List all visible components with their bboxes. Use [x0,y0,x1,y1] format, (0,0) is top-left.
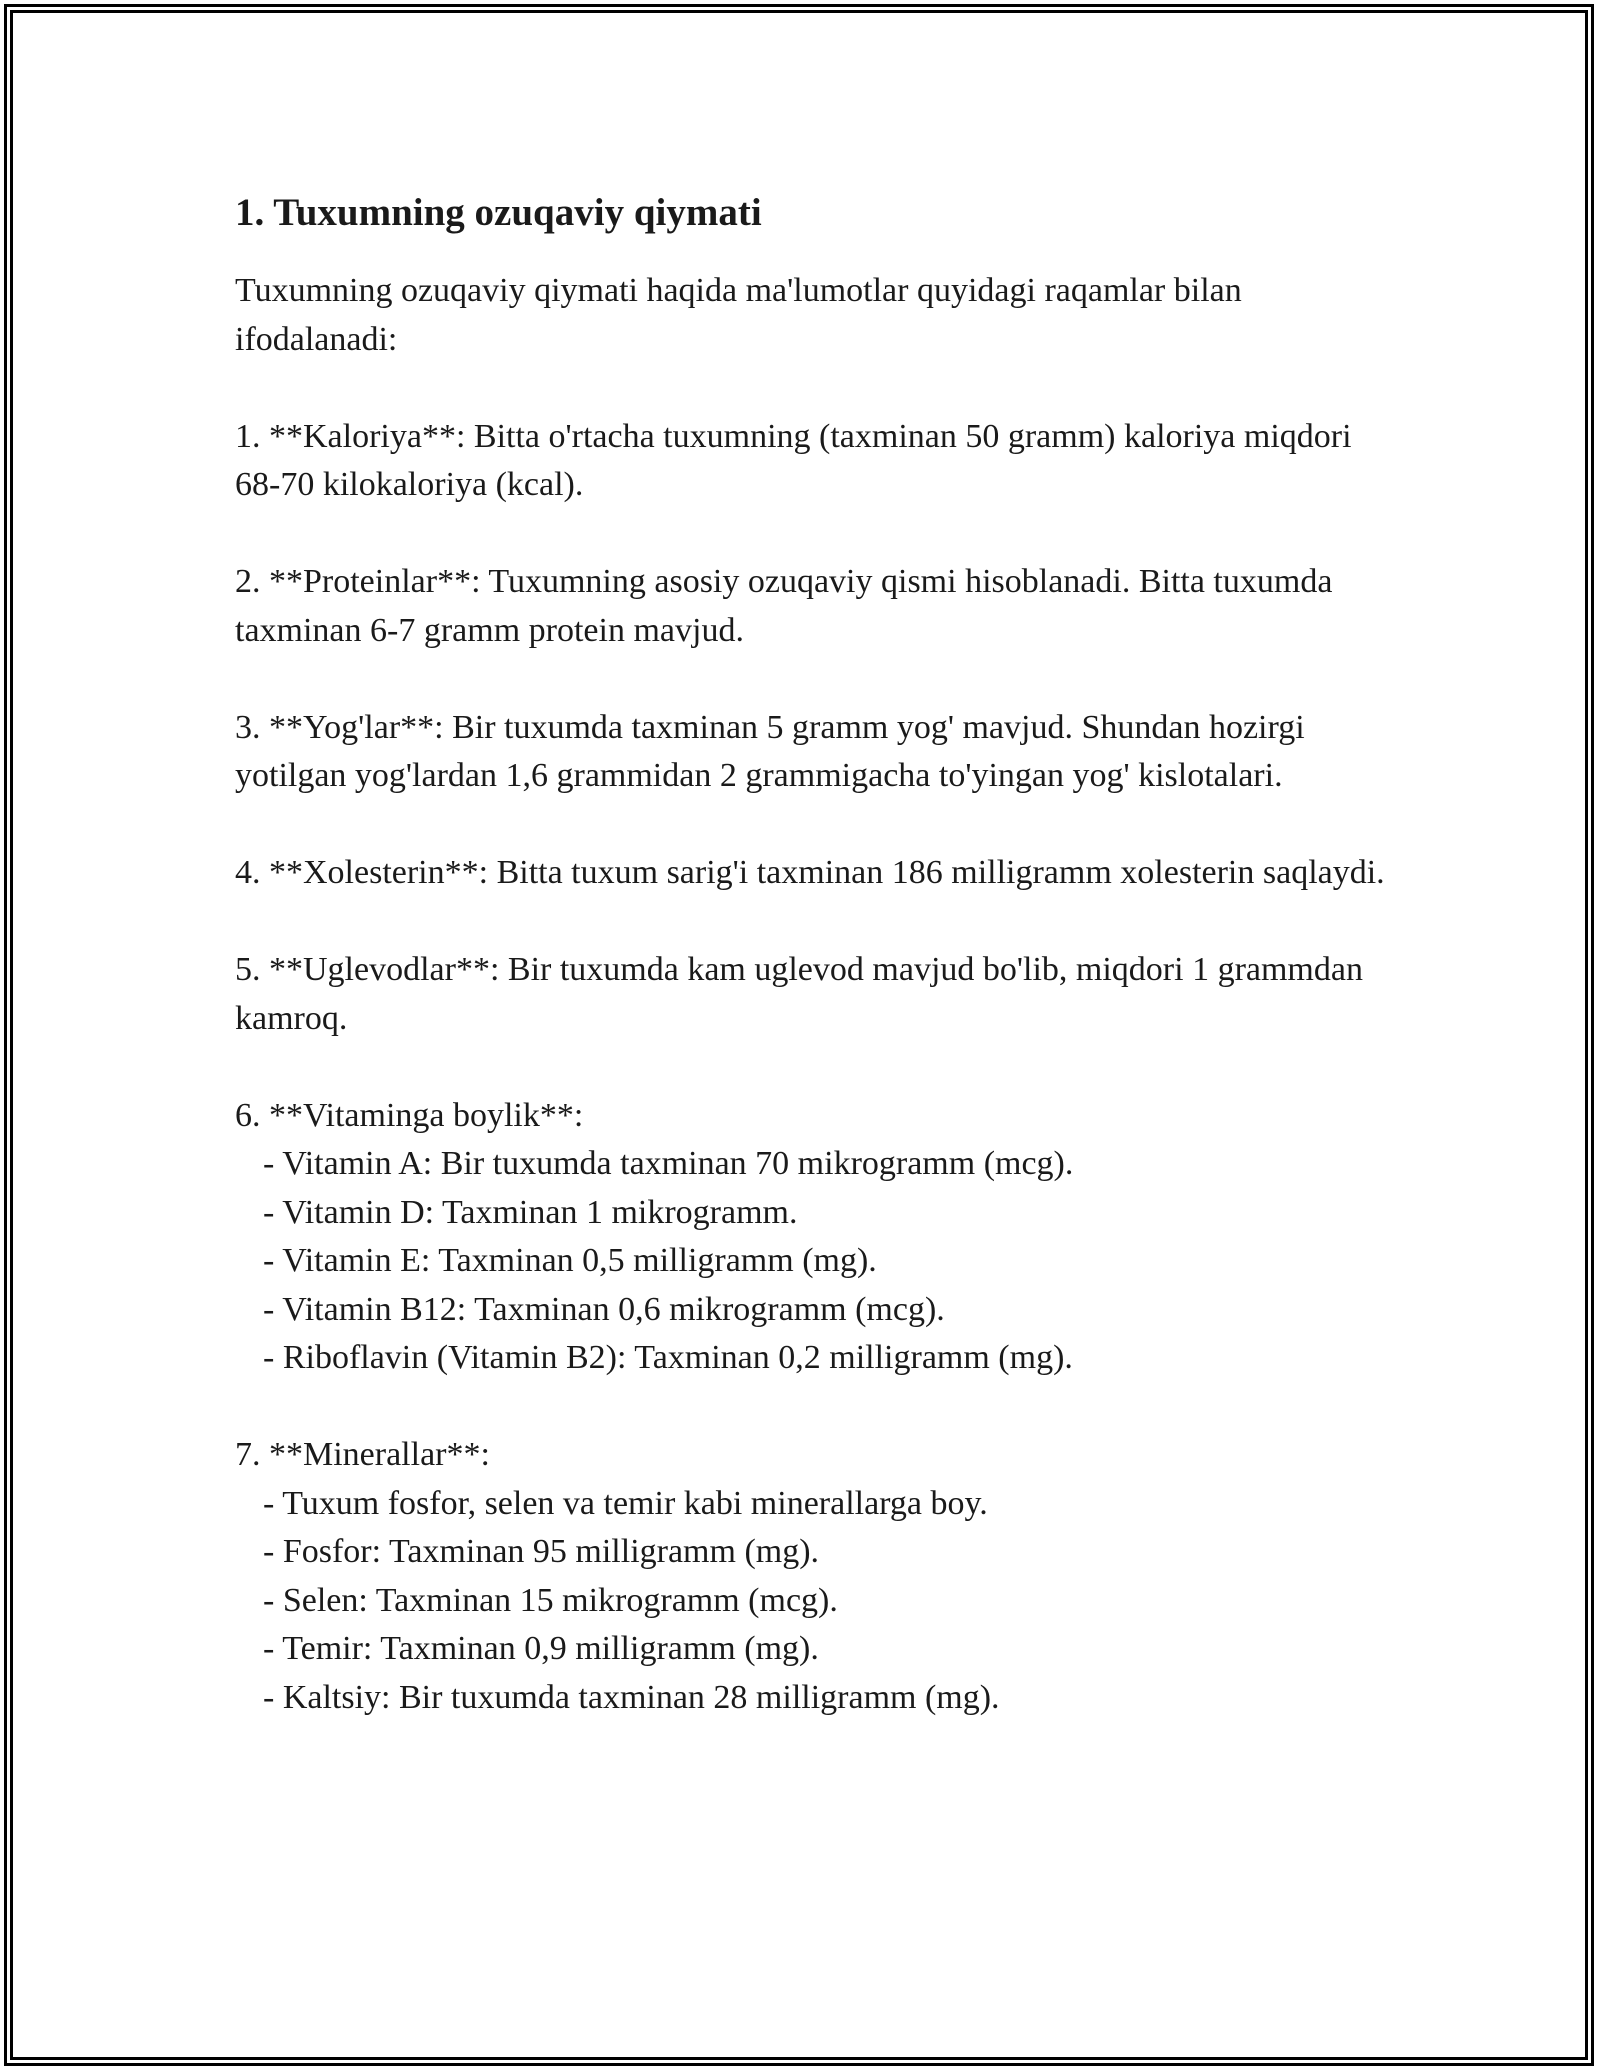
vitamins-title: 6. **Vitaminga boylik**: [235,1096,584,1134]
mineral-line: - Selen: Taxminan 15 mikrogramm (mcg). [263,1581,838,1619]
vitamin-line: - Vitamin E: Taxminan 0,5 milligramm (mg). [263,1242,877,1279]
mineral-line: - Fosfor: Taxminan 95 milligramm (mg). [263,1533,820,1570]
vitamin-line: - Vitamin D: Taxminan 1 mikrogramm. [263,1193,798,1231]
vitamin-line: - Vitamin A: Bir tuxumda taxminan 70 mikrogramm (mcg). [263,1145,1074,1182]
vitamin-line: - Vitamin B12: Taxminan 0,6 mikrogramm (mcg). [263,1290,945,1328]
list-item-calories: 1. **Kaloriya**: Bitta o'rtacha tuxumning (taxminan 50 gramm) kaloriya miqdori 68-70 kilokaloriya (kcal). [235,417,1352,503]
list-item-cholesterol: 4. **Xolesterin**: Bitta tuxum sarig'i taxminan 186 milligramm xolesterin saqlaydi. [235,854,1385,891]
section-heading: 1. Tuxumning ozuqaviy qiymati [235,191,762,234]
minerals-title: 7. **Minerallar**: [235,1436,490,1473]
list-item-proteins: 2. **Proteinlar**: Tuxumning asosiy ozuqaviy qismi hisoblanadi. Bitta tuxumda taxminan 6-7 gramm protein mavjud. [235,563,1333,649]
vitamins-block [235,1092,1385,1383]
mineral-line: - Tuxum fosfor, selen va temir kabi minerallarga boy. [263,1484,988,1522]
vitamin-line: - Riboflavin (Vitamin B2): Taxminan 0,2 milligramm (mg). [263,1339,1073,1376]
list-item-fats: 3. **Yog'lar**: Bir tuxumda taxminan 5 gramm yog' mavjud. Shundan hozirgi yotilgan yog'lardan 1,6 grammidan 2 grammigacha to'yingan yog' kislotalari. [235,708,1305,794]
mineral-line: - Temir: Taxminan 0,9 milligramm (mg). [263,1630,819,1667]
list-item-carbohydrates: 5. **Uglevodlar**: Bir tuxumda kam uglevod mavjud bo'lib, miqdori 1 grammdan kamroq. [235,951,1363,1037]
mineral-line: - Kaltsiy: Bir tuxumda taxminan 28 milligramm (mg). [263,1678,1000,1716]
document-body [235,185,1385,1722]
minerals-block [235,1431,1385,1722]
intro-paragraph: Tuxumning ozuqaviy qiymati haqida ma'lumotlar quyidagi raqamlar bilan ifodalanadi: [235,272,1242,358]
